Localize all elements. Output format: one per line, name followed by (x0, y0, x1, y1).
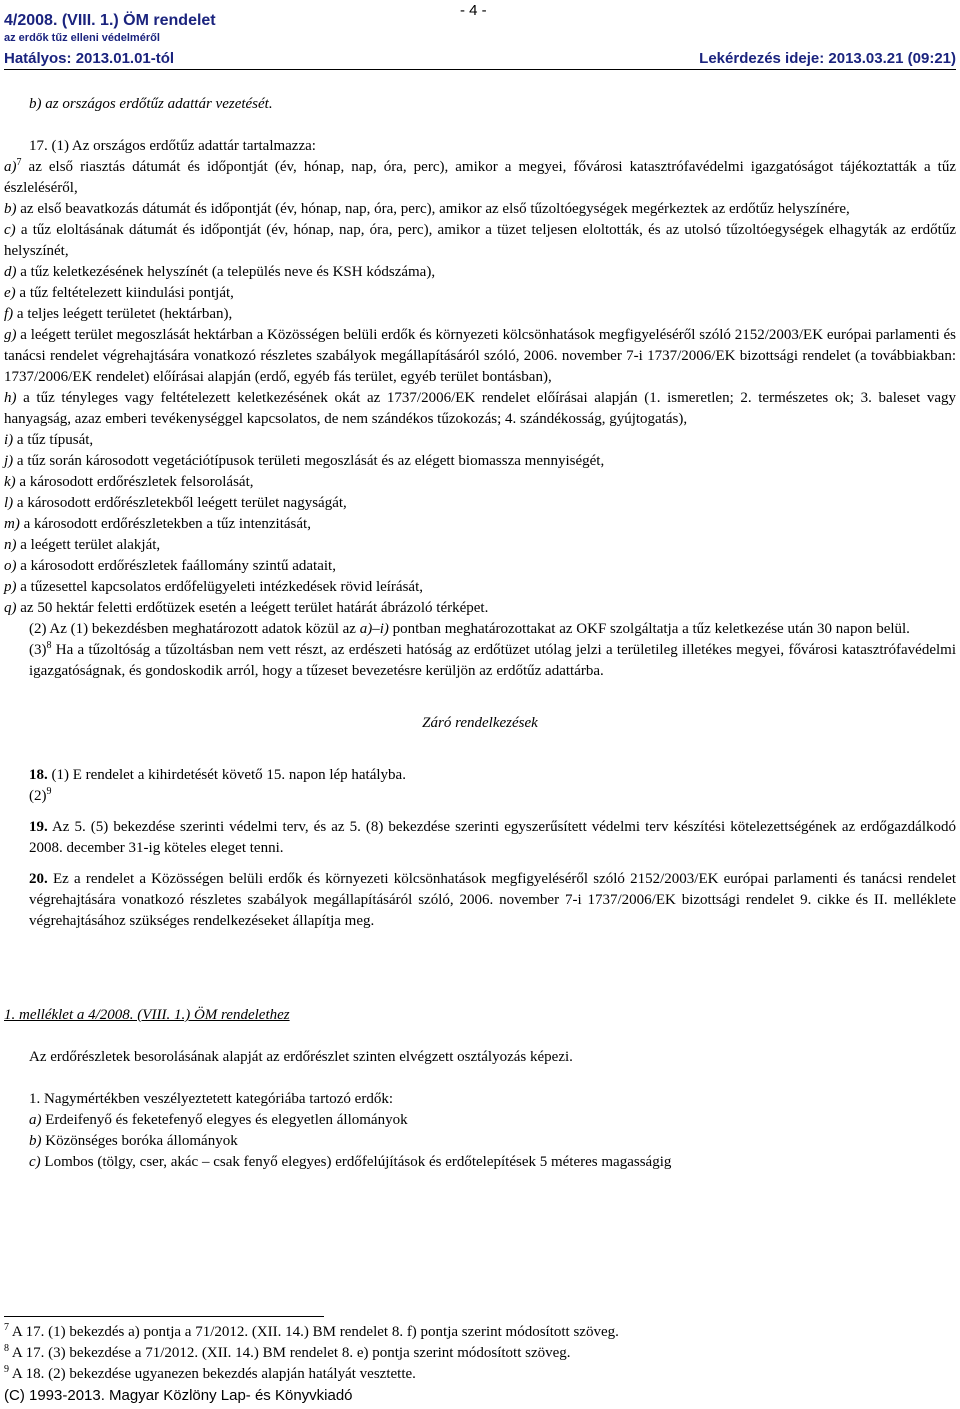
section-17-para-2: (2) Az (1) bekezdésben meghatározott adatok közül az a)–i) pontban meghatározottakat az OKF szolgáltatja a tűz keletkezése után 30 napon belül. (29, 621, 910, 637)
section-17-intro: 17. (1) Az országos erdőtűz adattár tartalmazza: (29, 138, 316, 154)
document-title: 4/2008. (VIII. 1.) ÖM rendelet (4, 12, 216, 29)
annex-category-1: 1. Nagymértékben veszélyeztetett kategóriába tartozó erdők: (29, 1091, 393, 1107)
annex-intro: Az erdőrészletek besorolásának alapját az erdőrészlet szinten elvégzett osztályozás képezi. (29, 1049, 573, 1065)
footnote-9: $^9$ A 18. (2) bekezdése ugyanezen bekezdés alapján hatályát vesztette. (4, 1364, 416, 1382)
item-f: f) a teljes leégett területet (hektárban), (4, 306, 233, 322)
document-body (4, 94, 956, 1173)
copyright-footer: (C) 1993-2013. Magyar Közlöny Lap- és Könyvkiadó (4, 1387, 353, 1404)
section-20: 20. Ez a rendelet a Közösségen belüli erdők és környezeti kölcsönhatások megfigyeléséről szóló 2152/2003/EK európai parlamenti és tanácsi rendelet végrehajtására vonatkozó részletes szabályok megállapításáról szóló, 2006. november 7-i 1737/2006/EK bizottsági rendelet 9. cikke és II. melléklete végrehajtásához szükséges rendelkezéseket állapítja meg. (29, 871, 956, 929)
item-j: j) a tűz során károsodott vegetációtípusok területi megoszlását és az elégett biomassza mennyiségét, (4, 453, 605, 469)
section-18-para-2: $(2)^9$ (29, 786, 52, 804)
annex-item-c: c) Lombos (tölgy, cser, akác – csak fenyő elegyes) erdőfelújítások és erdőtelepítések 5 méteres magasságig (29, 1154, 672, 1170)
item-m: m) a károsodott erdőrészletekben a tűz intenzitását, (4, 516, 311, 532)
section-18: 18. (1) E rendelet a kihirdetését követő 15. napon lép hatályba. (29, 767, 406, 783)
annex-item-a: a) Erdeifenyő és feketefenyő elegyes és elegyetlen állományok (29, 1112, 408, 1128)
annex-title: 1. melléklet a 4/2008. (VIII. 1.) ÖM rendelethez (4, 1007, 290, 1023)
item-b: b) az első beavatkozás dátumát és időpontját (év, hónap, nap, óra, perc), amikor az első tűzoltóegységek megérkeztek az erdőtűz helyszínére, (4, 201, 850, 217)
annex-item-b: b) Közönséges boróka állományok (29, 1133, 238, 1149)
effective-date: Hatályos: 2013.01.01-tól (4, 50, 175, 67)
item-c: c) a tűz eloltásának dátumát és időpontját (év, hónap, nap, óra, perc), amikor a tüzet teljesen eloltották, és az utolsó tűzoltóegységek elhagyták az erdőtűz helyszínét, (4, 222, 956, 259)
item-p: p) a tűzesettel kapcsolatos erdőfelügyeleti intézkedések rövid leírását, (4, 579, 424, 595)
section-17-para-3: $(3)^8$ Ha a tűzoltóság a tűzoltásban nem vett részt, az erdészeti hatóság az erdőtüzet utólag jelzi a területileg illetékes megyei, fővárosi katasztrófavédelmi igazgatóságnak, és gondoskodik arról, hogy a tűzeset bevezetésre kerüljön az erdőtűz adattárba. (29, 640, 956, 679)
footnote-divider (4, 1316, 324, 1317)
item-d: d) a tűz keletkezésének helyszínét (a település neve és KSH kódszáma), (4, 264, 436, 280)
footnote-ref-9[interactable]: 9 (46, 786, 52, 797)
header-info-row (4, 48, 956, 69)
document-subtitle: az erdők tűz elleni védelméről (4, 32, 160, 44)
item-g: g) a leégett terület megoszlását hektárban a Közösségen belüli erdők és környezeti kölcsönhatások megfigyeléséről szóló 2152/2003/EK európai parlamenti és tanácsi rendelet végrehajtására vonatkozó részletes szabályok megállapításáról szóló, 2006. november 7-i 1737/2006/EK bizottsági rendelet (a továbbiakban: 1737/2006/EK rendelet) előírásai alapján (erdő, egyéb fás terület, egyéb terület bontásban), (4, 327, 956, 385)
item-i: i) a tűz típusát, (4, 432, 94, 448)
footnote-ref-8[interactable]: 8 (46, 640, 52, 651)
footnote-ref-7[interactable]: 7 (16, 157, 22, 168)
footnote-7: $^7$ A 17. (1) bekezdés a) pontja a 71/2012. (XII. 14.) BM rendelet 8. f) pontja szerint módosított szöveg. (4, 1322, 619, 1340)
section-19: 19. Az 5. (5) bekezdése szerinti védelmi terv, és az 5. (8) bekezdése szerinti egyszerűsített védelmi terv készítési kötelezettségének az erdőgazdálkodó 2008. december 31-ig köteles eleget tenni. (29, 819, 956, 856)
footnotes (4, 1322, 956, 1385)
footnote-8: $^8$ A 17. (3) bekezdése a 71/2012. (XII. 14.) BM rendelet 8. e) pontja szerint módosított szöveg. (4, 1343, 571, 1361)
item-n: n) a leégett terület alakját, (4, 537, 161, 553)
item-k: k) a károsodott erdőrészletek felsorolását, (4, 474, 254, 490)
item-e: e) a tűz feltételezett kiindulási pontját, (4, 285, 234, 301)
page-number: - 4 - (460, 2, 487, 19)
query-time: Lekérdezés ideje: 2013.03.21 (09:21) (699, 50, 956, 67)
header-divider (4, 69, 956, 70)
item-h: h) a tűz tényleges vagy feltételezett keletkezésének okát az 1737/2006/EK rendelet előírásai alapján (1. ismeretlen; 2. természetes ok; 3. baleset vagy hanyagság, azaz emberi tevékenységgel kapcsolatos, de nem szándékos tűzokozás; 4. szándékosság, gyújtogatás), (4, 390, 956, 427)
item-q: q) az 50 hektár feletti erdőtüzek esetén a leégett terület határát ábrázoló térképet. (4, 600, 489, 616)
item-a: a)$^7$ az első riasztás dátumát és időpontját (év, hónap, nap, óra, perc), amikor a megyei, fővárosi katasztrófavédelmi igazgatóságot tájékoztatták a tűz észleléséről, (4, 157, 956, 196)
closing-heading: Záró rendelkezések (422, 715, 538, 731)
item-l: l) a károsodott erdőrészletekből leégett terület nagyságát, (4, 495, 347, 511)
item-o: o) a károsodott erdőrészletek faállomány szintű adatait, (4, 558, 336, 574)
paragraph-b-prev: b) az országos erdőtűz adattár vezetését. (29, 96, 273, 112)
